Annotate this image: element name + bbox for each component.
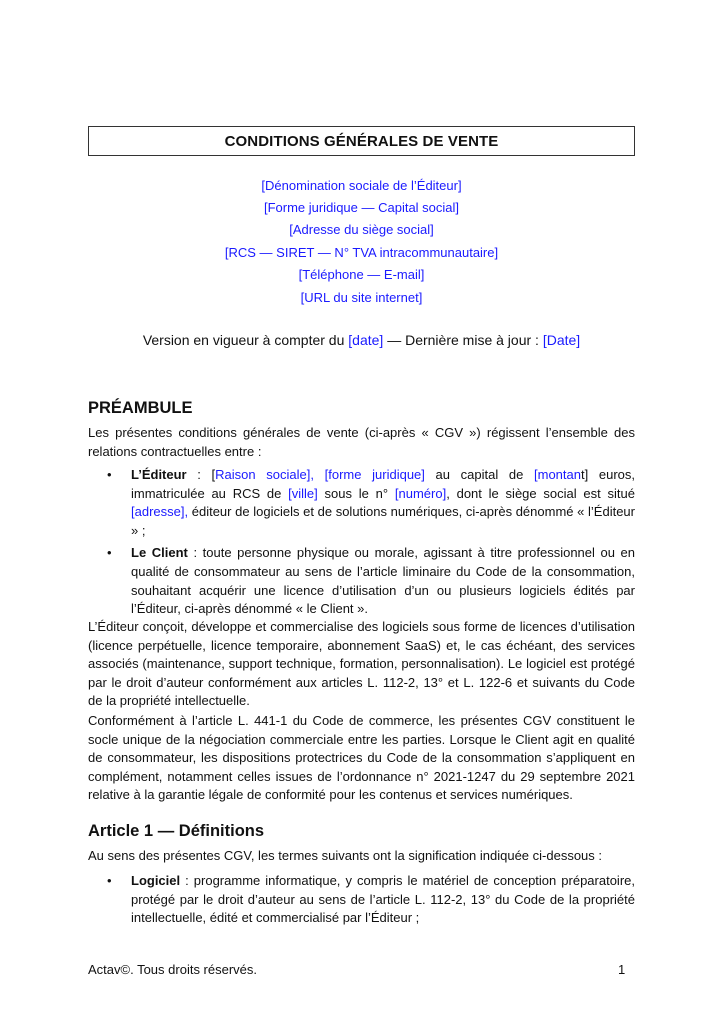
article-1-intro: Au sens des présentes CGV, les termes suivants ont la signification indiquée ci-dessous : — [88, 848, 603, 863]
version-prefix: Version en vigueur à compter du — [142, 332, 349, 348]
list-item-client — [88, 544, 635, 618]
logiciel-label: Logiciel — [131, 873, 181, 888]
header-line-website: [URL du site internet] — [300, 290, 423, 305]
header-line-address: [Adresse du siège social] — [289, 222, 434, 237]
editeur-placeholder-raison-sociale: Raison sociale], [forme juridique] — [215, 467, 425, 482]
preamble-heading: PRÉAMBULE — [88, 399, 193, 417]
editeur-text-5: , dont le siège social est situé — [446, 485, 635, 501]
editeur-placeholder-ville: [ville] — [288, 485, 318, 501]
article-1-heading: Article 1 — Définitions — [88, 822, 265, 840]
version-date-effective: [date] — [348, 332, 384, 348]
editeur-text-3: t] euros, immatriculée au RCS de — [131, 467, 636, 501]
header-line-registration: [RCS — SIRET — N° TVA intracommunautaire] — [224, 245, 499, 260]
header-line-legal-form: [Forme juridique — Capital social] — [263, 200, 460, 215]
preamble-paragraph-2: Conformément à l’article L. 441-1 du Code de commerce, les présentes CGV constituent le socle unique de la négociation commerciale entre les parties. Lorsque le Client agit en qualité de consommateur, les dispositions protectrices du Code de la consommation s’appliquent en complément, notamment celles issues de l’ordonnance n° 2021-1247 du 29 septembre 2021 relative à la garantie légale de conformité pour les contenus et services numériques. — [88, 713, 635, 803]
header-line-contact: [Téléphone — E-mail] — [298, 267, 425, 282]
logiciel-text: : programme informatique, y compris le matériel de conception préparatoire, protégé par le droit d’auteur au sens de l’article L. 112-2, 13° du Code de la propriété intellectuelle, édité et commercialisé par l’Éditeur ; — [131, 873, 635, 926]
editeur-placeholder-montant: [montan — [534, 467, 581, 482]
preamble-parties-list — [88, 466, 635, 623]
document-title: CONDITIONS GÉNÉRALES DE VENTE — [88, 126, 635, 156]
version-date-updated: [Date] — [542, 332, 581, 348]
editeur-text-6: éditeur de logiciels et de solutions numériques, ci-après dénommé « l’Éditeur » ; — [131, 504, 635, 538]
bullet-marker: • — [107, 467, 112, 482]
bullet-marker: • — [107, 873, 112, 888]
editeur-label: L’Éditeur — [131, 467, 187, 482]
version-line — [88, 330, 635, 350]
version-middle: — Dernière mise à jour : — [383, 332, 543, 348]
bullet-marker: • — [107, 545, 112, 561]
footer-page-number: 1 — [618, 962, 626, 977]
preamble-paragraph-1: L’Éditeur conçoit, développe et commercialise des logiciels sous forme de licences d’utilisation (licence perpétuelle, licence temporaire, abonnement SaaS) et, le cas échéant, des services associés (maintenance, support technique, formation, personnalisation). Le logiciel est protégé par le droit d’auteur conformément aux articles L. 112-2, 13° et L. 122-6 et suivants du Code de la propriété intellectuelle. — [88, 619, 635, 709]
editeur-text-4: sous le n° — [317, 485, 395, 501]
client-text: : toute personne physique ou morale, agissant à titre professionnel ou en qualité de consommateur au sens de l’article liminaire du Code de la consommation, souhaitant acquérir une licence d’utilisation d’un ou plusieurs logiciels édités par l’Éditeur, ci-après dénommé « le Client ». — [131, 545, 635, 617]
header-line-company-name: [Dénomination sociale de l’Éditeur] — [261, 178, 462, 193]
editeur-text-2: au capital de — [424, 467, 535, 482]
client-label: Le Client — [131, 545, 188, 561]
editeur-placeholder-numero: [numéro] — [394, 485, 447, 501]
preamble-intro: Les présentes conditions générales de vente (ci-après « CGV ») régissent l’ensemble des relations contractuelles entre : — [88, 425, 635, 459]
editeur-text-1: : [ — [186, 467, 216, 482]
article-1-definitions-list — [88, 872, 635, 932]
editeur-placeholder-adresse: [adresse], — [131, 504, 189, 520]
list-item-logiciel — [88, 872, 635, 928]
footer-copyright: Actav©. Tous droits réservés. — [88, 962, 258, 977]
list-item-editeur — [88, 466, 635, 540]
